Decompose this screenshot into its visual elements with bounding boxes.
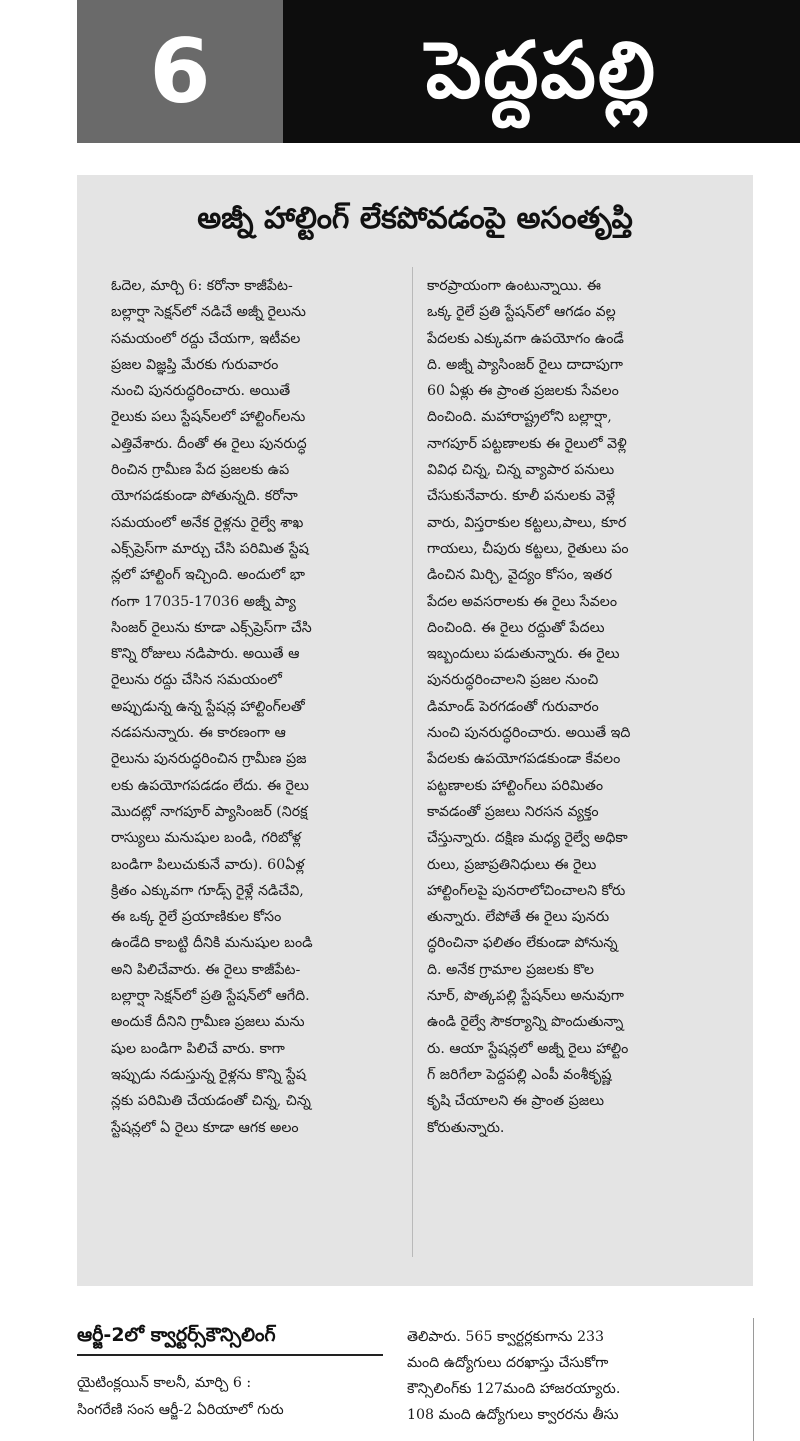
bottom-article-column-left [77,1370,387,1424]
column-divider [753,1318,754,1441]
text-line: చేస్తున్నారు. దక్షిణ మధ్య రైల్వే అధికా [427,830,628,847]
text-line: పేదలకు ఎక్కువగా ఉపయోగం ఉండే [427,330,624,347]
text-line: హాల్టింగ్‌లపై పునరాలోచించాలని కోరు [427,882,626,899]
text-line: పునరుద్ధరించాలని ప్రజల నుంచి [427,672,599,689]
headline-underline [77,1354,383,1356]
text-line: రైలును రద్దు చేసిన సమయంలో [111,672,282,689]
text-line: పేదల అవసరాలకు ఈ రైలు సేవలం [427,593,618,610]
article-column-left [111,273,417,1141]
text-line: సమయంలో అనేక రైళ్లను రైల్వే శాఖ [111,514,304,531]
text-line: సింజర్ రైలును కూడా ఎక్స్‌ప్రెస్‌గా చేసి [111,619,312,636]
text-line: అని పిలిచేవారు. ఈ రైలు కాజీపేట- [111,961,301,978]
text-line: ఇబ్బందులు పడుతున్నారు. ఈ రైలు [427,646,620,663]
text-line: ఉండేది కాబట్టి దీనికి మనుషుల బండి [111,935,313,952]
text-line: రైలును పునరుద్ధరించిన గ్రామీణ ప్రజ [111,751,307,768]
text-line: దించింది. ఈ రైలు రద్దుతో పేదలు [427,619,605,636]
text-line: రైలుకు పలు స్టేషన్‌లలో హాల్టింగ్‌లను [111,409,306,426]
page-header [77,0,800,143]
text-line: స్టేషన్లలో ఏ రైలు కూడా ఆగక అలం [111,1119,299,1136]
text-line: న్లకు పరిమితి చేయడంతో చిన్న, చిన్న [111,1093,311,1110]
text-line: తెలిపారు. 565 క్వార్టర్లకుగాను 233 [407,1329,605,1345]
page-number: 6 [77,0,283,143]
column-divider [412,267,413,1257]
text-line: కృషి చేయాలని ఈ ప్రాంత ప్రజలు [427,1093,605,1110]
text-line: డిమాండ్ పెరగడంతో గురువారం [427,698,599,715]
text-line: ద్ధరించినా ఫలితం లేకుండా పోనున్న [427,935,618,952]
text-line: నూర్, పొత్కపల్లి స్టేషన్‌లు అనువుగా [427,988,624,1005]
text-line: బల్లార్షా సెక్షన్‌లో నడిచే అజ్నీ రైలును [111,304,306,321]
text-line: ఎత్తివేశారు. దీంతో ఈ రైలు పునరుద్ధ [111,435,307,452]
text-line: మంది ఉద్యోగులు దరఖాస్తు చేసుకోగా [407,1355,609,1371]
text-line: ప్రజల విజ్ఞప్తి మేరకు గురువారం [111,356,279,373]
text-line: పేదలకు ఉపయోగపడకుండా కేవలం [427,751,621,768]
article-column-right [427,273,733,1141]
text-line: బల్లార్షా సెక్షన్‌లో ప్రతి స్టేషన్‌లో ఆగేది. [111,988,310,1005]
text-line: యోగపడకుండా పోతున్నది. కరోనా [111,488,298,505]
text-line: సమయంలో రద్దు చేయగా, ఇటీవల [111,330,301,347]
text-line: నాగపూర్ పట్టణాలకు ఈ రైలులో వెళ్లి [427,435,627,452]
text-line: కౌన్సిలింగ్‌కు 127మంది హాజరయ్యారు. [407,1381,621,1397]
text-line: వివిధ చిన్న, చిన్న వ్యాపార పనులు [427,462,615,479]
text-line: కావడంతో ప్రజలు నిరసన వ్యక్తం [427,803,599,820]
text-line: దించింది. మహారాష్ట్రలోని బల్లార్షా, [427,409,612,426]
text-line: క్రితం ఎక్కువగా గూడ్స్ రైళ్లే నడిచేవి, [111,882,304,899]
text-line: మొదట్లో నాగపూర్ ప్యాసింజర్ (నిరక్ష [111,803,308,820]
text-line: ఈ ఒక్క రైలే ప్రయాణికుల కోసం [111,909,282,926]
text-line: అందుకే దీనిని గ్రామీణ ప్రజలు మను [111,1014,305,1031]
text-line: గంగా 17035-17036 అజ్నీ ప్యా [111,593,296,610]
text-line: వారు, విస్తరాకుల కట్టలు,పాలు, కూర [427,514,627,531]
text-line: నుంచి పునరుద్ధరించారు. అయితే [111,383,291,400]
text-line: 108 మంది ఉద్యోగులు క్వారరను తీసు [407,1407,619,1423]
text-line: రించిన గ్రామీణ పేద ప్రజలకు ఉప [111,462,290,479]
text-line: పట్టణాలకు హాల్టింగ్‌లు పరిమితం [427,777,604,794]
bottom-article [77,1318,753,1441]
text-line: నుంచి పునరుద్ధరించారు. అయితే ఇది [427,725,631,742]
text-line: న్లలో హాల్టింగ్ ఇచ్చింది. అందులో భా [111,567,305,584]
text-line: ది. అజ్నీ ప్యాసింజర్ రైలు దాదాపుగా [427,356,623,373]
bottom-article-headline: ఆర్జీ-2లో క్వార్టర్స్‌కౌన్సిలింగ్ [77,1324,276,1346]
text-line: కారప్రాయంగా ఉంటున్నాయి. ఈ [427,278,602,294]
bottom-article-column-right [407,1324,722,1428]
text-line: ఉండి రైల్వే సౌకర్యాన్ని పొందుతున్నా [427,1014,624,1031]
text-line: సింగరేణి సంస ఆర్జీ-2 ఏరియాలో గురు [77,1402,284,1418]
text-line: లకు ఉపయోగపడడం లేదు. ఈ రైలు [111,777,309,794]
text-line: రులు, ప్రజాప్రతినిధులు ఈ రైలు [427,856,597,873]
text-line: కోరుతున్నారు. [427,1119,505,1136]
text-line: గ్ జరిగేలా పెద్దపల్లి ఎంపీ వంశీకృష్ణ [427,1066,612,1083]
text-line: కొన్ని రోజులు నడిపారు. అయితే ఆ [111,646,300,663]
text-line: యైటింక్లయిన్ కాలనీ, మార్చి 6 : [77,1375,252,1391]
text-line: ఒక్క రైలే ప్రతి స్టేషన్‌లో ఆగడం వల్ల [427,304,616,321]
text-line: ఇప్పుడు నడుస్తున్న రైళ్లను కొన్ని స్టేష [111,1066,306,1083]
text-line: బండిగా పిలుచుకునే వారు). 60ఏళ్ల [111,856,305,873]
edition-title: పెద్దపల్లి [425,26,658,116]
text-line: షుల బండిగా పిలిచే వారు. కాగా [111,1040,285,1057]
text-line: 60 ఏళ్లు ఈ ప్రాంత ప్రజలకు సేవలం [427,383,619,400]
text-line: ఎక్స్‌ప్రెస్‌గా మార్చు చేసి పరిమిత స్టేష [111,540,309,557]
text-line: రు. ఆయా స్టేషన్లలో అజ్నీ రైలు హాల్టిం [427,1040,629,1057]
text-line: తున్నారు. లేపోతే ఈ రైలు పునరు [427,909,610,926]
article-headline: అజ్నీ హాల్టింగ్ లేకపోవడంపై అసంతృప్తి [197,201,633,236]
text-line: నడపనున్నారు. ఈ కారణంగా ఆ [111,725,286,742]
text-line: ఓదెల, మార్చి 6: కరోనా కాజీపేట- [111,278,293,294]
text-line: రాస్యులు మనుషుల బండి, గరిబోళ్ల [111,830,302,847]
text-line: ది. అనేక గ్రామాల ప్రజలకు కొల [427,961,594,978]
text-line: చేసుకునేవారు. కూలీ పనులకు వెళ్లే [427,488,616,505]
text-line: గాయలు, చీపురు కట్టలు, రైతులు పం [427,540,629,557]
main-article [77,175,753,1286]
text-line: డించిన మిర్చి, వైద్యం కోసం, ఇతర [427,567,612,584]
text-line: అప్పుడున్న ఉన్న స్టేషన్ల హాల్టింగ్‌లతో [111,698,305,715]
